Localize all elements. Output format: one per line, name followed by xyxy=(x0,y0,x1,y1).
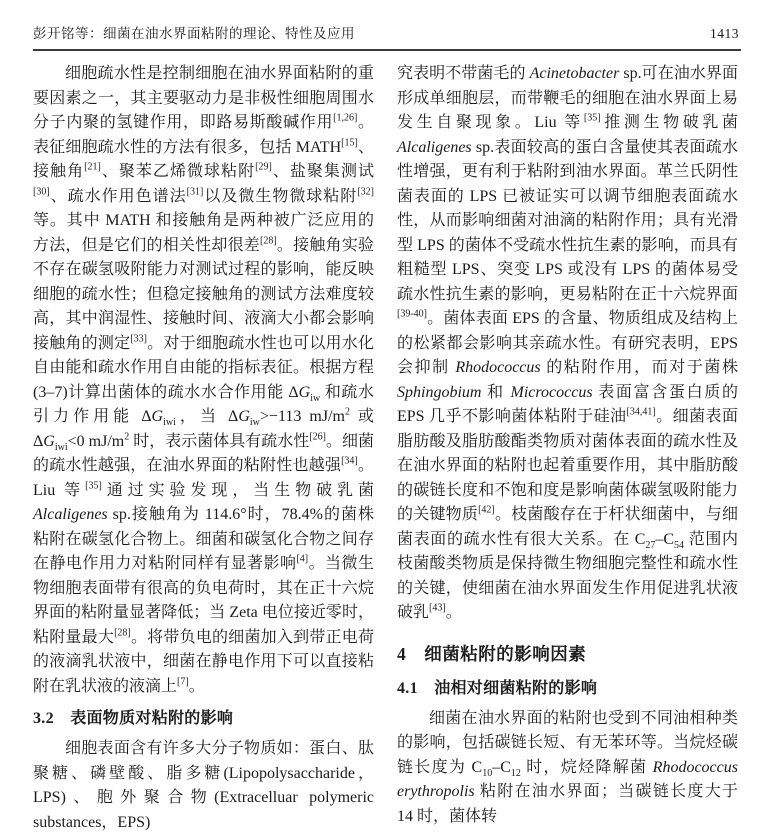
two-column-body xyxy=(33,62,738,835)
section-heading: 4 细菌粘附的影响因素 xyxy=(397,643,587,664)
right-column xyxy=(397,62,738,835)
left-column xyxy=(33,62,374,835)
paragraph: 细菌在油水界面的粘附也受到不同油相种类的影响，包括碳链长短、有无苯环等。当烷烃碳链长度为 $C_{10}-C_{12}$ 时，烷烃降解菌 Rhodococcus erythropolis 粘附在油水界面；当碳链长度大于 14 时，菌体转 xyxy=(397,709,738,825)
header-rule xyxy=(33,49,741,51)
paper-page xyxy=(0,22,769,831)
paragraph: 细胞疏水性是控制细胞在油水界面粘附的重要因素之一，其主要驱动力是非极性细胞周围水分子内聚的氢键作用，即路易斯酸碱作用[1,26]。表征细胞疏水性的方法有很多，包括 MATH[15]、接触角[21]、聚苯乙烯微球粘附[29]、盐聚集测试[30]、疏水作用色谱法[31]以及微生物微球粘附[32]等。其中 MATH 和接触角是两种被广泛应用的方法，但是它们的相关性却很差[28]。接触角实验不存在碳氢吸附能力对测试过程的影响，能反映细胞的疏水性；但稳定接触角的测试方法难度较高，其中润湿性、接触时间、液滴大小都会影响接触角的测定[33]。对于细胞疏水性也可以用水化自由能和疏水作用自由能的指标表征。根据方程(3–7)计算出菌体的疏水水合作用能 $\Delta G_{iw}$ 和疏水引力作用能 $\Delta G_{iwi}$，当 $\Delta G_{iw}>-113$ $mJ/m^2$ 或 $\Delta G_{iwi}<0$ $mJ/m^2$ 时，表示菌体具有疏水性[26]。细菌的疏水性越强，在油水界面的粘附性也越强[34]。Liu 等[35]通过实验发现，当生物破乳菌 Alcaligenes sp.接触角为 114.6°时，78.4%的菌株粘附在碳氢化合物上。细菌和碳氢化合物之间存在静电作用力对粘附同样有显著影响[4]。当微生物细胞表面带有很高的负电荷时，其在正十六烷界面的粘附量显著降低；当 Zeta 电位接近零时，粘附量最大[28]。将带负电的细菌加入到带正电荷的液滴乳状液中，细菌在静电作用下可以直接粘附在乳状液的液滴上[7]。 xyxy=(33,65,374,695)
paragraph: 细胞表面含有许多大分子物质如：蛋白、肽聚糖、磷壁酸、脂多糖(Lipopolysaccharide，LPS)、胞外聚合物(Extracelluar polymeric substances，EPS) xyxy=(33,740,374,831)
paragraph: 究表明不带菌毛的 Acinetobacter sp.可在油水界面形成单细胞层，而带鞭毛的细胞在油水界面上易发生自聚现象。Liu 等[35]推测生物破乳菌 Alcaligenes sp.表面较高的蛋白含量使其表面疏水性增强，更有利于粘附到油水界面。革兰氏阴性菌表面的 LPS 已被证实可以调节细胞表面疏水性，从而影响细菌对油滴的粘附作用；具有光滑型 LPS 的菌体不受疏水性抗生素的影响，而具有粗糙型 LPS、突变 LPS 或没有 LPS 的菌体易受疏水性抗生素的影响，更易粘附在正十六烷界面[39-40]。菌体表面 EPS 的含量、物质组成及结构上的松紧都会影响其亲疏水性。有研究表明，EPS 会抑制 Rhodococcus 的粘附作用，而对于菌株 Sphingobium 和 Micrococcus 表面富含蛋白质的 EPS 几乎不影响菌体粘附于硅油[34,41]。细菌表面脂肪酸及脂肪酸酯类物质对菌体表面的疏水性及在油水界面的粘附也起着重要作用，其中脂肪酸的碳链长度和不饱和度是影响菌体碳氢吸附能力的关键物质[42]。枝菌酸存在于杆状细菌中，与细菌表面的疏水性有很大关系。在 $C_{27}-C_{54}$ 范围内枝菌酸类物质是保持微生物细胞完整性和疏水性的关键，使细菌在油水界面发生作用促进乳状液破乳[43]。 xyxy=(397,65,738,621)
section-heading: 3.2 表面物质对粘附的影响 xyxy=(33,710,234,727)
page-number: 1413 xyxy=(710,26,739,41)
page-header xyxy=(33,22,739,42)
running-title: 彭开铭等：细菌在油水界面粘附的理论、特性及应用 xyxy=(33,26,355,41)
section-heading: 4.1 油相对细菌粘附的影响 xyxy=(397,679,598,697)
